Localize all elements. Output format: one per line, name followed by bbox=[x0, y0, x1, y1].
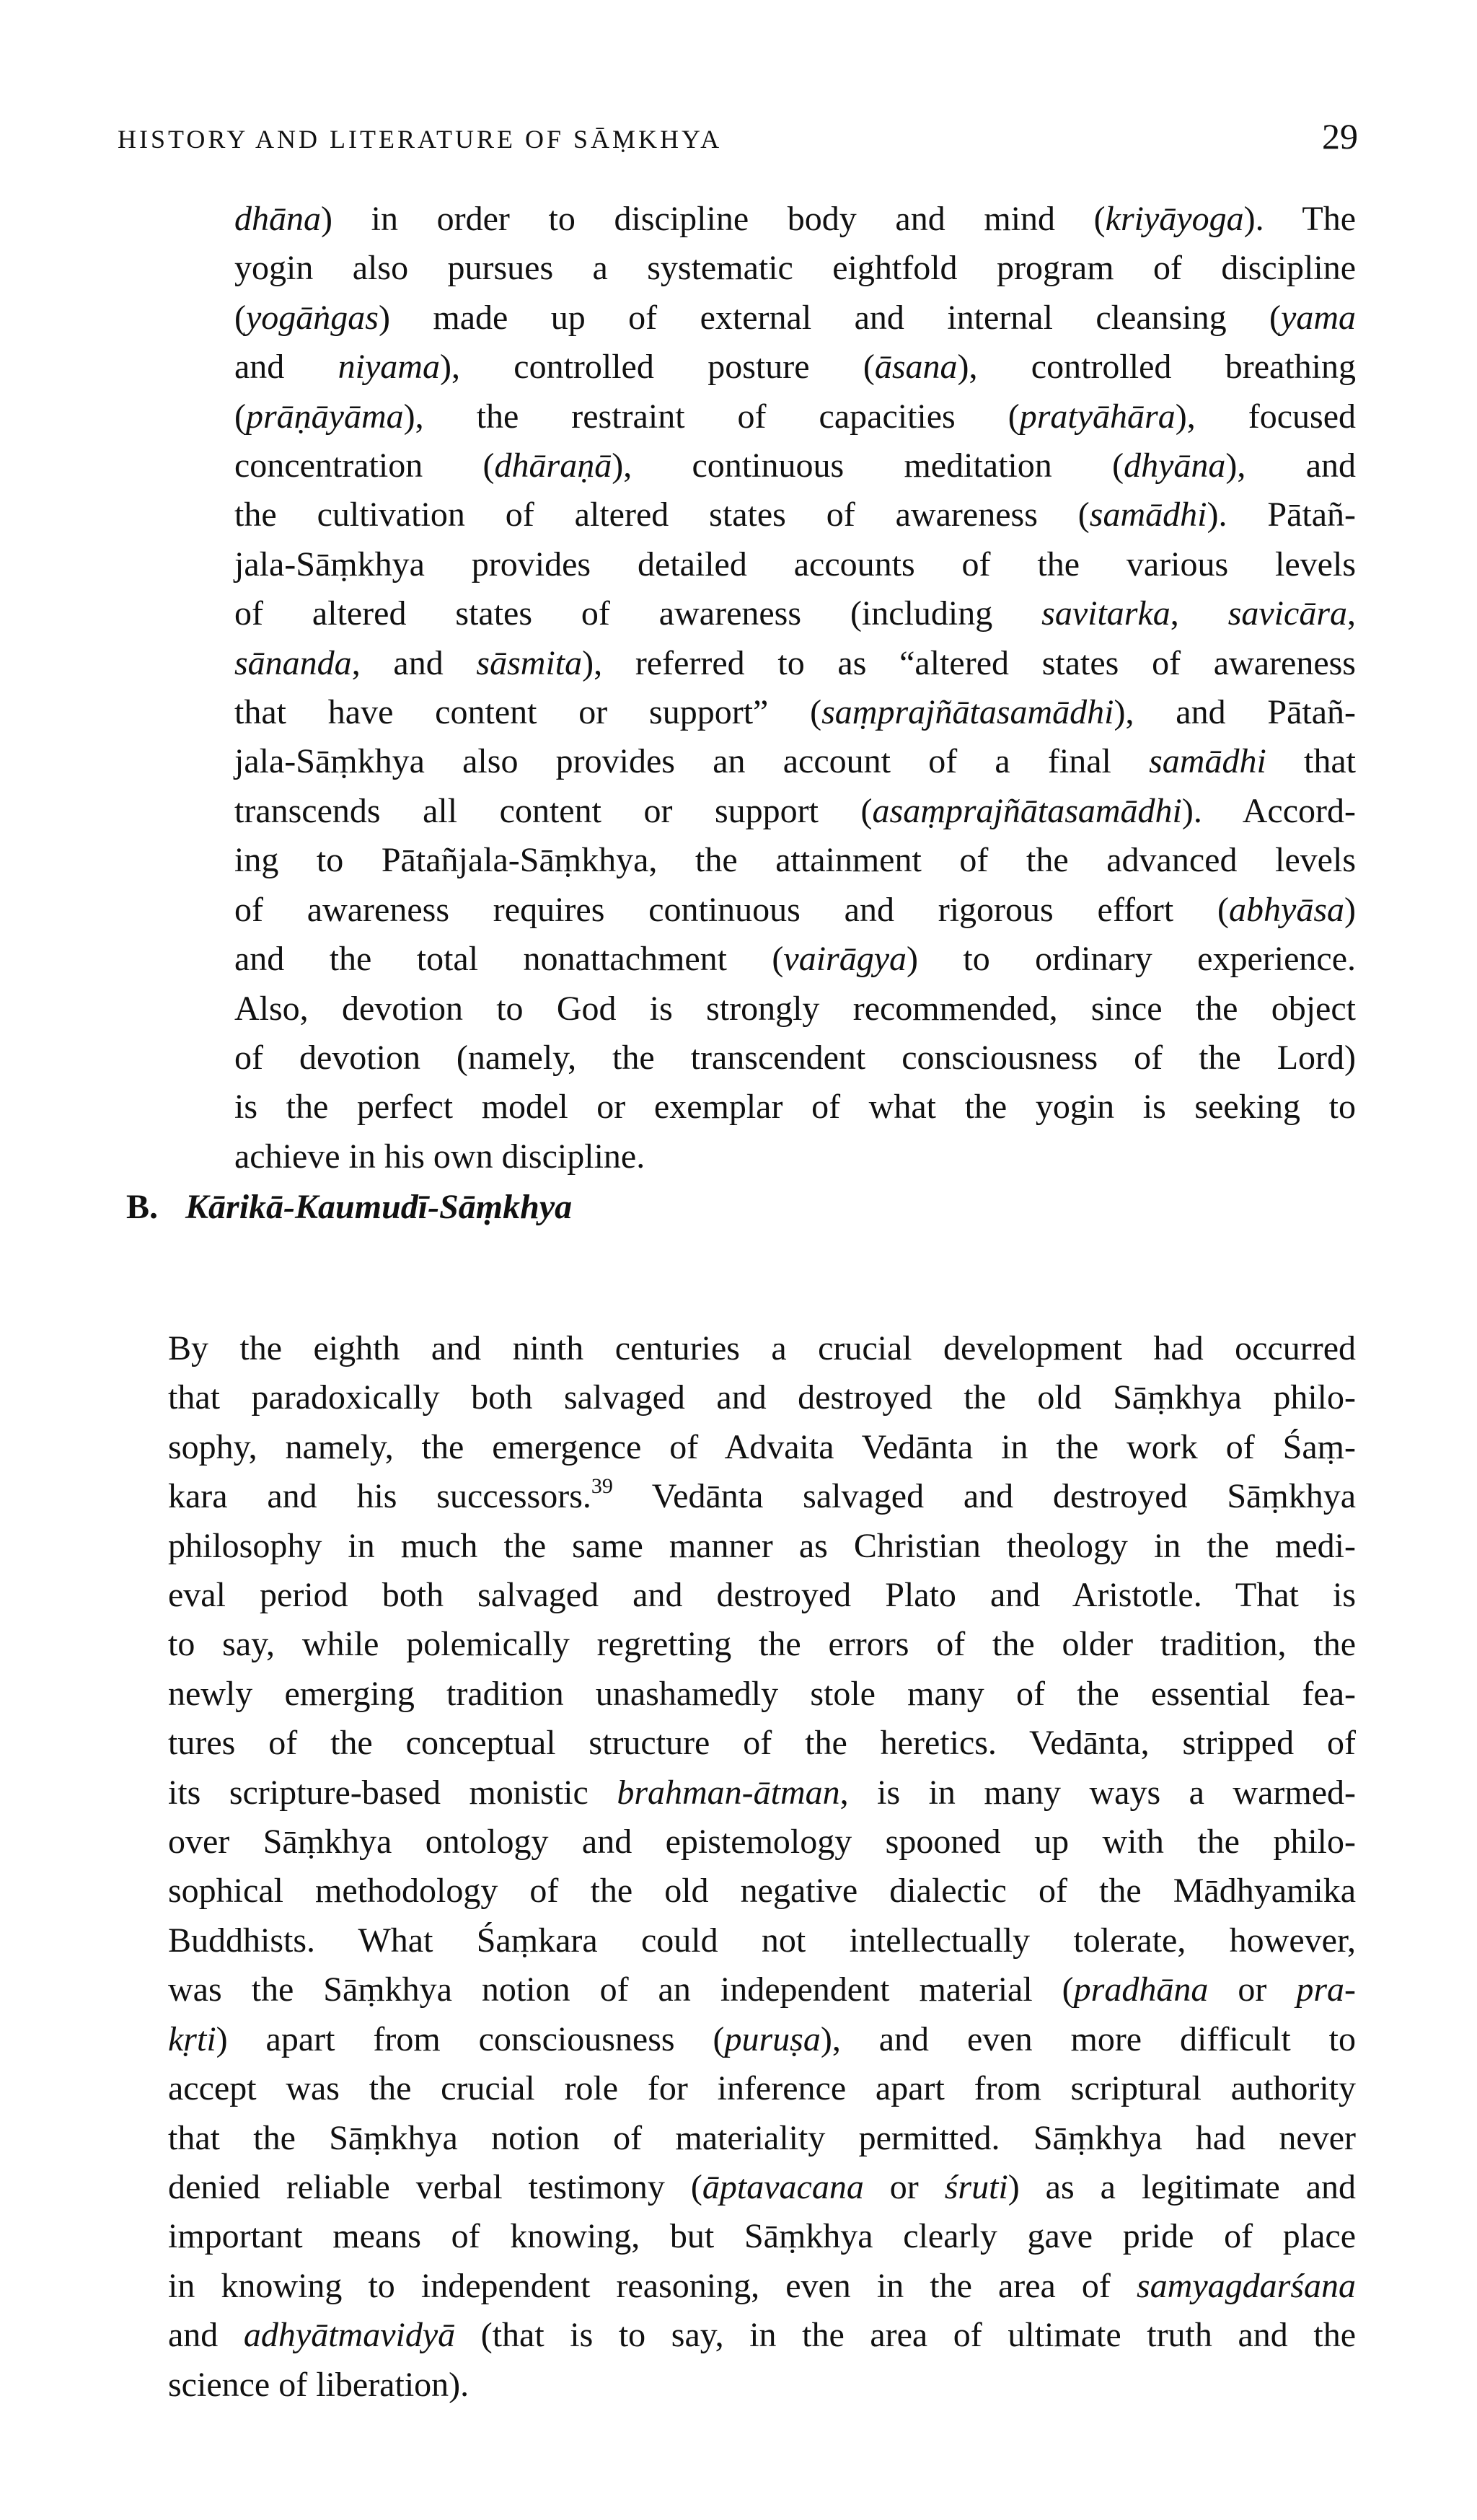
paragraph-vedanta-development bbox=[126, 1324, 1356, 2410]
text-line bbox=[234, 392, 1356, 441]
text-run: ), focused bbox=[1175, 397, 1356, 436]
italic-term: pradhāna bbox=[1073, 1970, 1209, 2009]
text-run: of altered states of awareness (including bbox=[234, 594, 1042, 633]
italic-term: kṛti bbox=[168, 2019, 216, 2058]
section-title: Kārikā-Kaumudī-Sāṃkhya bbox=[185, 1188, 573, 1226]
italic-term: yama bbox=[1281, 298, 1356, 337]
italic-term: niyama bbox=[338, 348, 440, 387]
text-run: tures of the conceptual structure of the heretics. Vedānta, stripped of bbox=[168, 1724, 1356, 1763]
text-run: that the Sāṃkhya notion of materiality permitted. Sāṃkhya had never bbox=[168, 2118, 1356, 2157]
text-run: (that is to say, in the area of ultimate truth and the bbox=[455, 2316, 1356, 2355]
text-line bbox=[234, 1083, 1356, 1132]
text-line bbox=[234, 540, 1356, 589]
running-title: HISTORY AND LITERATURE OF SĀṂKHYA bbox=[118, 125, 723, 154]
text-line bbox=[126, 2262, 1356, 2311]
italic-term: dhyāna bbox=[1124, 446, 1226, 485]
text-run: ). Pātañ- bbox=[1207, 495, 1356, 534]
text-line bbox=[234, 935, 1356, 984]
italic-term: āptavacana bbox=[702, 2167, 864, 2206]
italic-term: samyagdarśana bbox=[1136, 2266, 1356, 2305]
italic-term: asaṃprajñātasamādhi bbox=[872, 791, 1182, 830]
text-run: jala-Sāṃkhya provides detailed accounts of the various levels bbox=[234, 545, 1356, 583]
text-line bbox=[234, 737, 1356, 786]
text-run: By the eighth and ninth centuries a crucial development had occurred bbox=[168, 1329, 1356, 1367]
text-line bbox=[126, 1324, 1356, 1373]
text-line bbox=[126, 1423, 1356, 1472]
text-run: was the Sāṃkhya notion of an independent material ( bbox=[168, 1970, 1074, 2009]
text-run: , is in many ways a warmed- bbox=[839, 1773, 1356, 1812]
text-run: sophy, namely, the emergence of Advaita Vedānta in the work of Śaṃ- bbox=[168, 1427, 1356, 1466]
italic-term: puruṣa bbox=[724, 2019, 821, 2058]
italic-term: sānanda bbox=[234, 643, 352, 682]
page-number: 29 bbox=[1322, 116, 1358, 157]
text-line bbox=[126, 2163, 1356, 2212]
text-run: over Sāṃkhya ontology and epistemology spooned up with the philo- bbox=[168, 1823, 1356, 1862]
text-line bbox=[234, 787, 1356, 836]
text-line bbox=[234, 836, 1356, 885]
text-line bbox=[126, 2064, 1356, 2113]
italic-term: brahman-ātman bbox=[617, 1773, 840, 1812]
text-run: ing to Pātañjala-Sāṃkhya, the attainment of the advanced levels bbox=[234, 841, 1356, 880]
text-run: of awareness requires continuous and rigorous effort ( bbox=[234, 890, 1230, 929]
text-run: and bbox=[168, 2316, 244, 2355]
italic-term: samādhi bbox=[1089, 495, 1207, 534]
text-run: ), and Pātañ- bbox=[1114, 693, 1357, 732]
text-line bbox=[234, 490, 1356, 539]
text-run: accept was the crucial role for inference apart from scriptural authority bbox=[168, 2069, 1356, 2108]
text-run: that bbox=[1266, 742, 1356, 781]
italic-term: abhyāsa bbox=[1229, 890, 1345, 929]
italic-term: śruti bbox=[944, 2167, 1008, 2206]
italic-term: prāṇāyāma bbox=[245, 397, 404, 436]
text-run: its scripture-based monistic bbox=[168, 1773, 617, 1812]
text-line bbox=[126, 1522, 1356, 1571]
italic-term: dhāna bbox=[234, 200, 321, 238]
text-run: to say, while polemically regretting the errors of the older tradition, the bbox=[168, 1625, 1356, 1664]
italic-term: dhāraṇā bbox=[494, 446, 612, 485]
text-line bbox=[126, 1719, 1356, 1768]
text-run: ), controlled breathing bbox=[957, 348, 1357, 387]
italic-term: pra- bbox=[1296, 1970, 1357, 2009]
text-line bbox=[126, 1472, 1356, 1521]
text-run: or bbox=[1208, 1970, 1297, 2009]
text-run: yogin also pursues a systematic eightfold program of discipline bbox=[234, 249, 1356, 288]
text-line bbox=[126, 1571, 1356, 1620]
text-run: ) to ordinary experience. bbox=[907, 940, 1356, 979]
text-line bbox=[234, 244, 1356, 293]
text-line bbox=[126, 2015, 1356, 2064]
italic-term: āsana bbox=[874, 348, 958, 387]
text-run: important means of knowing, but Sāṃkhya clearly gave pride of place bbox=[168, 2217, 1356, 2256]
text-run: kara and his successors. bbox=[168, 1477, 591, 1516]
text-run: ), and bbox=[1225, 446, 1356, 485]
italic-term: savicāra bbox=[1227, 594, 1347, 633]
text-line bbox=[126, 1867, 1356, 1916]
text-line bbox=[126, 1620, 1356, 1669]
italic-term: yogāṅgas bbox=[245, 298, 379, 337]
text-run: ( bbox=[234, 397, 246, 436]
text-run: ) made up of external and internal cleansing ( bbox=[378, 298, 1282, 337]
text-line bbox=[126, 2114, 1356, 2163]
text-run: ), controlled posture ( bbox=[439, 348, 875, 387]
text-run: ) in order to discipline body and mind ( bbox=[321, 200, 1106, 238]
text-line bbox=[126, 1916, 1356, 1965]
text-line bbox=[126, 1818, 1356, 1867]
text-line bbox=[234, 688, 1356, 737]
text-line bbox=[234, 195, 1356, 244]
text-run: sophical methodology of the old negative dialectic of the Mādhyamika bbox=[168, 1872, 1356, 1911]
text-line bbox=[126, 1373, 1356, 1422]
text-line bbox=[126, 1965, 1356, 2014]
text-run: the cultivation of altered states of awareness ( bbox=[234, 495, 1090, 534]
text-run: Buddhists. What Śaṃkara could not intellectually tolerate, however, bbox=[168, 1921, 1356, 1960]
text-run: ). Accord- bbox=[1181, 791, 1357, 830]
running-head bbox=[118, 115, 1358, 159]
text-run: ), and even more difficult to bbox=[820, 2019, 1357, 2058]
text-run: philosophy in much the same manner as Christian theology in the medi- bbox=[168, 1526, 1356, 1565]
text-line bbox=[234, 294, 1356, 343]
text-run: , bbox=[1170, 594, 1228, 633]
text-line bbox=[234, 1034, 1356, 1083]
text-run: in knowing to independent reasoning, even in the area of bbox=[168, 2266, 1137, 2305]
text-run: is the perfect model or exemplar of what the yogin is seeking to bbox=[234, 1088, 1356, 1127]
text-line bbox=[234, 886, 1356, 935]
text-run: ) bbox=[1344, 890, 1356, 929]
text-run: ), continuous meditation ( bbox=[612, 446, 1124, 485]
text-run: Also, devotion to God is strongly recommended, since the object bbox=[234, 989, 1356, 1028]
section-label: B. bbox=[126, 1188, 159, 1226]
text-line bbox=[126, 1768, 1356, 1818]
text-run: ) apart from consciousness ( bbox=[216, 2019, 725, 2058]
italic-term: vairāgya bbox=[783, 940, 907, 979]
text-line bbox=[126, 2361, 1356, 2410]
text-run: and bbox=[234, 348, 338, 387]
text-run: transcends all content or support ( bbox=[234, 791, 873, 830]
text-run: and the total nonattachment ( bbox=[234, 940, 784, 979]
text-line bbox=[234, 441, 1356, 490]
text-run: newly emerging tradition unashamedly stole many of the essential fea- bbox=[168, 1674, 1356, 1713]
text-run: of devotion (namely, the transcendent consciousness of the Lord) bbox=[234, 1038, 1356, 1077]
text-line bbox=[126, 1670, 1356, 1719]
text-line bbox=[234, 639, 1356, 688]
italic-term: kriyāyoga bbox=[1105, 200, 1244, 238]
italic-term: sāsmita bbox=[476, 643, 583, 682]
italic-term: savitarka bbox=[1041, 594, 1170, 633]
text-run: ), the restraint of capacities ( bbox=[403, 397, 1020, 436]
text-line bbox=[234, 589, 1356, 638]
text-run: science of liberation). bbox=[168, 2365, 469, 2404]
text-run: concentration ( bbox=[234, 446, 495, 485]
text-line bbox=[126, 2212, 1356, 2261]
text-run: that have content or support” ( bbox=[234, 693, 822, 732]
text-line bbox=[126, 2311, 1356, 2360]
text-run: achieve in his own discipline. bbox=[234, 1137, 645, 1176]
text-run: ( bbox=[234, 298, 246, 337]
text-line bbox=[234, 1132, 1356, 1181]
text-run: denied reliable verbal testimony ( bbox=[168, 2167, 702, 2206]
italic-term: adhyātmavidyā bbox=[243, 2316, 456, 2355]
text-run: or bbox=[863, 2167, 945, 2206]
paragraph-yoga-discipline bbox=[234, 195, 1356, 1181]
italic-term: pratyāhāra bbox=[1019, 397, 1176, 436]
text-run: jala-Sāṃkhya also provides an account of a final bbox=[234, 742, 1150, 781]
text-run: , bbox=[1347, 594, 1356, 633]
text-run: , and bbox=[351, 643, 477, 682]
text-run: eval period both salvaged and destroyed Plato and Aristotle. That is bbox=[168, 1576, 1356, 1615]
text-run: ). The bbox=[1243, 200, 1356, 238]
text-run: that paradoxically both salvaged and destroyed the old Sāṃkhya philo- bbox=[168, 1378, 1356, 1417]
text-line bbox=[234, 343, 1356, 392]
text-run: ), referred to as “altered states of awareness bbox=[582, 643, 1356, 682]
footnote-ref: 39 bbox=[591, 1474, 613, 1499]
text-line bbox=[234, 984, 1356, 1034]
text-run: Vedānta salvaged and destroyed Sāṃkhya bbox=[612, 1477, 1356, 1516]
italic-term: saṃprajñātasamādhi bbox=[821, 693, 1114, 732]
section-heading bbox=[126, 1183, 572, 1232]
text-run: ) as a legitimate and bbox=[1008, 2167, 1357, 2206]
italic-term: samādhi bbox=[1149, 742, 1266, 781]
